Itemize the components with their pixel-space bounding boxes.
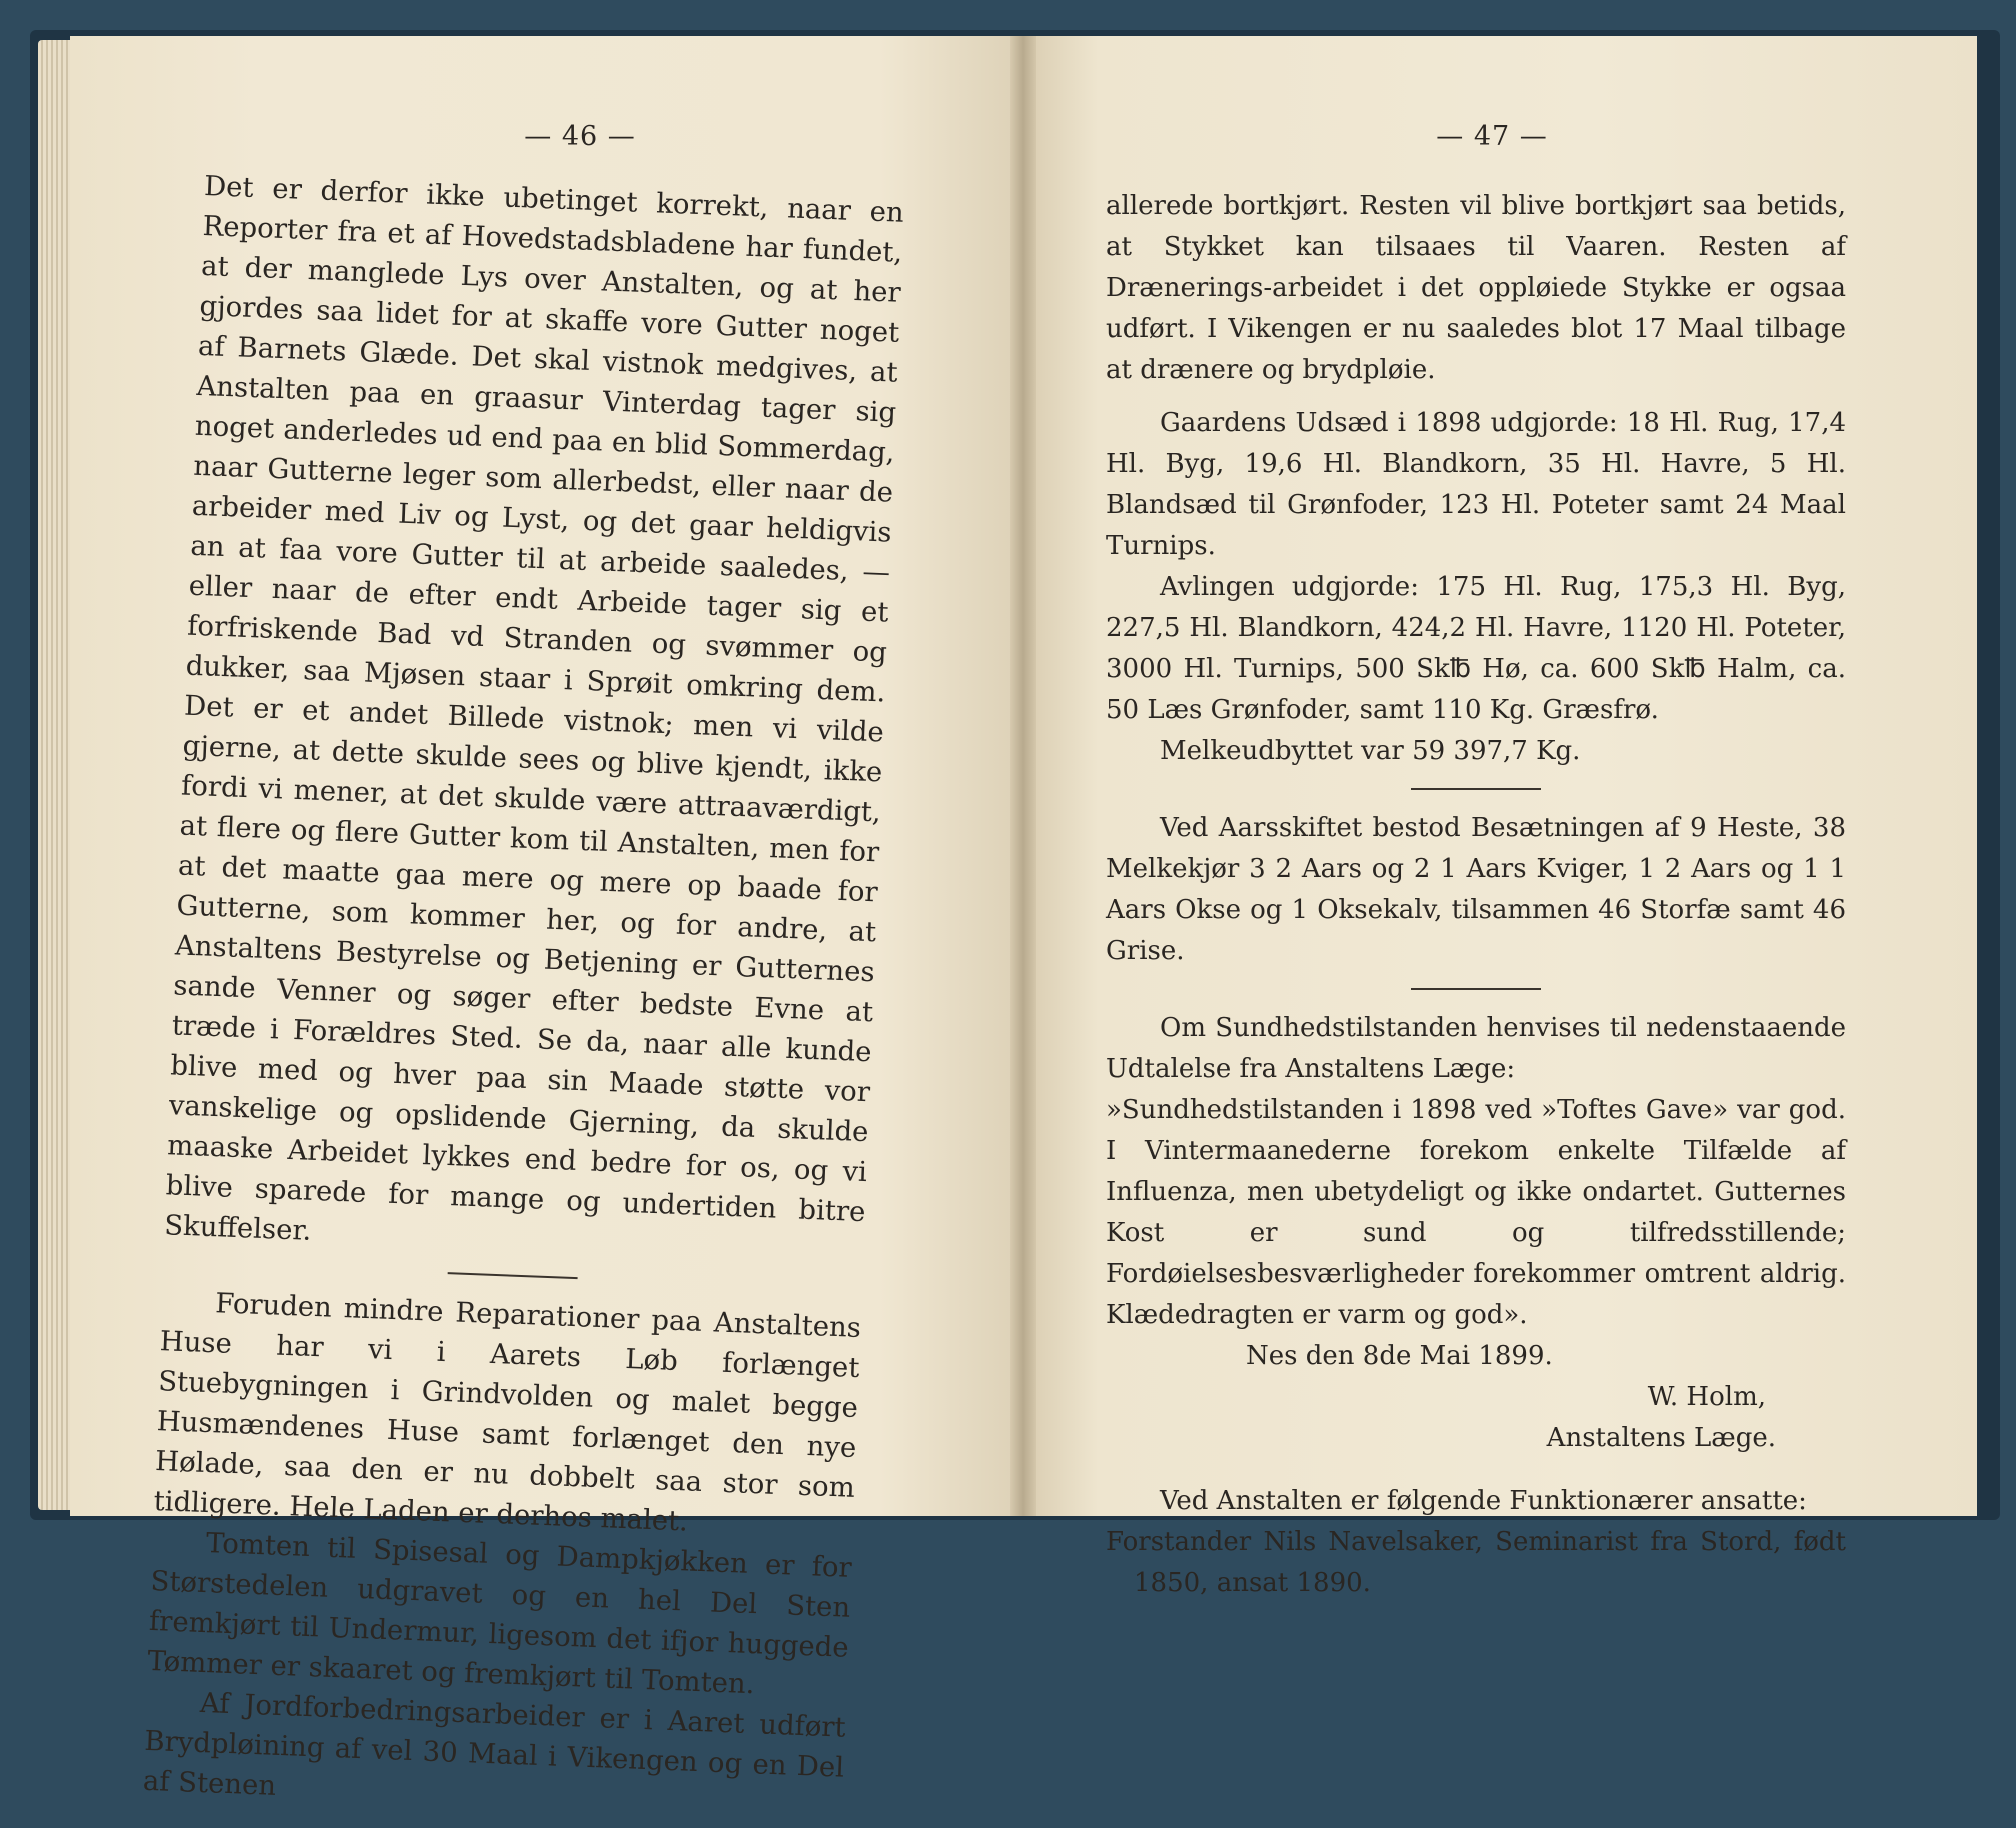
paragraph: Ved Anstalten er følgende Funktionærer ansatte: [1160,1486,1807,1516]
paragraph: Ved Aarsskiftet bestod Besætningen af 9 Heste, 38 Melkekjør 3 2 Aars og 2 1 Aars Kviger, 1 2 Aars og 1 1 Aars Okse og 1 Oksekalv, tilsammen 46 Storfæ samt 46 Grise. [1106,813,1846,966]
paragraph: Foruden mindre Reparationer paa Anstaltens Huse har vi i Aarets Løb forlænget Stuebygningen i Grindvolden og malet begge Husmændenes Huse samt forlænget den nye Hølade, saa den er nu dobbelt saa stor som tidligere. Hele Laden er derhos malet. [153,1287,862,1538]
paragraph: Det er derfor ikke ubetinget korrekt, naar en Reporter fra et af Hovedstadsbladene har fundet, at der manglede Lys over Anstalten, og at her gjordes saa lidet for at skaffe vore Gutter noget af Barnets Glæde. Det skal vistnok medgives, at Anstalten paa en graasur Vinterdag tager sig noget anderledes ud end paa en blid Sommerdag, naar Gutterne leger som allerbedst, eller naar de arbeider med Liv og Lyst, og det gaar heldigvis an at faa vore Gutter til at arbeide saaledes, — eller naar de efter endt Arbeide tager sig et forfriskende Bad vd Stranden og svømmer og dukker, saa Mjøsen staar i Sprøit omkring dem. Det er et andet Billede vistnok; men vi vilde gjerne, at dette skulde sees og blive kjendt, ikke fordi vi mener, at det skulde være attraaværdigt, at flere og flere Gutter kom til Anstalten, men for at det maatte gaa mere og mere op baade for Gutterne, som kommer her, og for andre, at Anstaltens Bestyrelse og Betjening er Gutternes sande Venner og søger efter bedste Evne at træde i Forældres Sted. Se da, naar alle kunde blive med og hver paa sin Maade støtte vor vanskelige og opslidende Gjerning, da skulde maaske Arbeidet lykkes end bedre for os, og vi blive sparede for mange og undertiden bitre Skuffelser. [163,169,905,1247]
paragraph: Af Jordforbedringsarbeider er i Aaret udført Brydpløining af vel 30 Maal i Vikengen og en Del af Stenen [142,1686,847,1802]
left-page [70,36,1022,1802]
page-number-left: — 46 — [524,121,636,152]
page-number-right: — 47 — [1436,121,1548,152]
paragraph: allerede bortkjørt. Resten vil blive bortkjørt saa betids, at Stykket kan tilsaaes til Vaaren. Resten af Drænerings-arbeidet i det oppløiede Stykke er ogsaa udført. I Vikengen er nu saaledes blot 17 Maal tilbage at drænere og brydpløie. [1106,191,1846,385]
right-page [1022,36,1977,1598]
paragraph: Om Sundhedstilstanden henvises til nedenstaaende Udtalelse fra Anstaltens Læge: [1106,1013,1846,1084]
paragraph: Avlingen udgjorde: 175 Hl. Rug, 175,3 Hl. Byg, 227,5 Hl. Blandkorn, 424,2 Hl. Havre, 1120 Hl. Poteter, 3000 Hl. Turnips, 500 Sk℔ Hø, ca. 600 Sk℔ Halm, ca. 50 Læs Grønfoder, samt 110 Kg. Græsfrø. [1106,572,1846,725]
paragraph: Tomten til Spisesal og Dampkjøkken er for Størstedelen udgravet og en hel Del Sten fremkjørt til Undermur, ligesom det ifjor huggede Tømmer er skaaret og fremkjørt til Tomten. [146,1527,853,1701]
staff-entry: Forstander Nils Navelsaker, Seminarist fra Stord, født 1850, ansat 1890. [1106,1527,1846,1598]
signature-name: W. Holm, [1647,1382,1766,1412]
section-divider [1411,788,1541,790]
section-divider [1411,988,1541,990]
book-gutter [1010,36,1036,1516]
left-page-text [142,166,904,1828]
signature-title: Anstaltens Læge. [1546,1423,1776,1453]
paragraph: Melkeudbyttet var 59 397,7 Kg. [1160,736,1581,766]
signature-date: Nes den 8de Mai 1899. [1246,1341,1553,1371]
right-page-text [1106,186,1846,1604]
paragraph: Gaardens Udsæd i 1898 udgjorde: 18 Hl. Rug, 17,4 Hl. Byg, 19,6 Hl. Blandkorn, 35 Hl. Havre, 5 Hl. Blandsæd til Grønfoder, 123 Hl. Poteter samt 24 Maal Turnips. [1106,408,1846,561]
quote-paragraph: »Sundhedstilstanden i 1898 ved »Toftes Gave» var god. I Vintermaanederne forekom enkelte Tilfælde af Influenza, men ubetydeligt og ikke ondartet. Gutternes Kost er sund og tilfredsstillende; Fordøielsesbesværligheder forekommer omtrent aldrig. Klædedragten er varm og god». [1106,1095,1846,1330]
section-divider [448,1272,578,1279]
